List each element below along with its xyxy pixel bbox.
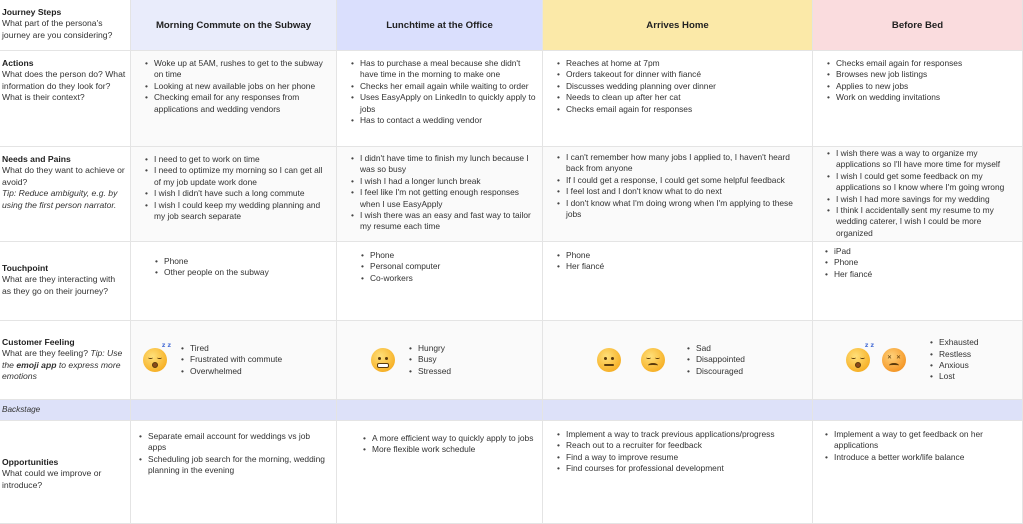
feeling-cell-3 (543, 321, 813, 400)
backstage-bar-4 (813, 400, 1023, 421)
bullet-list (351, 153, 536, 233)
list-item: • Her fiancé (557, 261, 806, 272)
label-title: Touchpoint (2, 263, 49, 273)
list-item: • Woke up at 5AM, rushes to get to the subway on time (145, 58, 330, 81)
list-item: • iPad (825, 246, 1016, 257)
bullet-list (557, 429, 806, 475)
list-item: • Checks email again for responses (827, 58, 1016, 69)
list-item: • I wish I had a longer lunch break (351, 176, 536, 187)
list-item: • I don't know what I'm doing wrong when I'm applying to these jobs (557, 198, 806, 221)
bullet-list (139, 431, 330, 477)
list-item: • I wish I didn't have such a long commute (145, 188, 330, 199)
list-item: • Needs to clean up after her cat (557, 92, 806, 103)
bullet-list (930, 337, 979, 383)
list-item: • Find courses for professional development (557, 463, 806, 474)
list-item: • Separate email account for weddings vs job apps (139, 431, 330, 454)
list-item: • Other people on the subway (155, 267, 330, 278)
bullet-list (409, 343, 451, 377)
list-item: • Exhausted (930, 337, 979, 348)
label-needs (0, 147, 131, 242)
opportunities-cell-2 (337, 421, 543, 524)
sleepy-face-icon: z z (846, 348, 870, 372)
bullet-list (557, 58, 806, 115)
feeling-cell-4 (813, 321, 1023, 400)
list-item: • I can't remember how many jobs I applied to, I haven't heard back from anyone (557, 152, 806, 175)
list-item: • Disappointed (687, 354, 745, 365)
list-item: • I think I accidentally sent my resume to my wedding caterer, I wish I could be more organized (827, 205, 1016, 239)
list-item: • Phone (557, 250, 806, 261)
list-item: • Anxious (930, 360, 979, 371)
bullet-list (557, 152, 806, 220)
label-title: Opportunities (2, 457, 59, 467)
confounded-face-icon: ✕ ✕ (882, 348, 906, 372)
list-item: • I wish I could get some feedback on my applications so I know where I'm going wrong (827, 171, 1016, 194)
list-item: • Busy (409, 354, 451, 365)
needs-cell-2 (337, 147, 543, 242)
list-item: • Looking at new available jobs on her phone (145, 81, 330, 92)
bullet-list (145, 154, 330, 222)
bullet-list (181, 343, 282, 377)
feeling-cell-1 (131, 321, 337, 400)
needs-cell-1 (131, 147, 337, 242)
label-title: Journey Steps (2, 7, 62, 17)
actions-cell-2 (337, 51, 543, 147)
list-item: • Reaches at home at 7pm (557, 58, 806, 69)
bullet-list (827, 58, 1016, 104)
bullet-list (361, 250, 536, 284)
list-item: • I need to get to work on time (145, 154, 330, 165)
list-item: • I need to optimize my morning so I can get all of my job update work done (145, 165, 330, 188)
list-item: • Implement a way to get feedback on her applications (825, 429, 1016, 452)
list-item: • Uses EasyApply on LinkedIn to quickly apply to jobs (351, 92, 536, 115)
label-desc: What are they feeling? Tip: Use the emoji app to express more emotions (2, 348, 123, 382)
touchpoint-cell-4 (813, 242, 1023, 321)
list-item: • Discouraged (687, 366, 745, 377)
list-item: • Frustrated with commute (181, 354, 282, 365)
touchpoint-cell-2 (337, 242, 543, 321)
label-touchpoint (0, 242, 131, 321)
disappointed-face-icon (641, 348, 665, 372)
needs-cell-3 (543, 147, 813, 242)
bullet-list (155, 256, 330, 279)
list-item: • Hungry (409, 343, 451, 354)
actions-cell-4 (813, 51, 1023, 147)
bullet-list (363, 433, 536, 456)
list-item: • Work on wedding invitations (827, 92, 1016, 103)
touchpoint-cell-1 (131, 242, 337, 321)
label-title: Actions (2, 58, 34, 68)
label-actions (0, 51, 131, 147)
feeling-cell-2 (337, 321, 543, 400)
list-item: • Phone (825, 257, 1016, 268)
bullet-list (825, 429, 1016, 463)
opportunities-cell-1 (131, 421, 337, 524)
label-journey-steps (0, 0, 131, 51)
list-item: • I wish there was an easy and fast way to tailor my resume each time (351, 210, 536, 233)
list-item: • Co-workers (361, 273, 536, 284)
list-item: • Discusses wedding planning over dinner (557, 81, 806, 92)
list-item: • Her fiancé (825, 269, 1016, 280)
touchpoint-cell-3 (543, 242, 813, 321)
list-item: • I feel like I'm not getting enough responses when I use EasyApply (351, 187, 536, 210)
label-opportunities (0, 421, 131, 524)
list-item: • If I could get a response, I could get some helpful feedback (557, 175, 806, 186)
list-item: • Tired (181, 343, 282, 354)
label-desc: What could we improve or introduce? (2, 468, 102, 490)
stage-header-3: Arrives Home (543, 0, 813, 51)
stage-header-1: Morning Commute on the Subway (131, 0, 337, 51)
label-desc: What do they want to achieve or avoid? (2, 165, 125, 187)
label-desc: What part of the persona's journey are you considering? (2, 18, 113, 40)
list-item: • Checking email for any responses from applications and wedding vendors (145, 92, 330, 115)
stage-header-2: Lunchtime at the Office (337, 0, 543, 51)
backstage-bar-2 (337, 400, 543, 421)
opportunities-cell-4 (813, 421, 1023, 524)
neutral-face-icon (597, 348, 621, 372)
bullet-list (557, 250, 806, 273)
list-item: • Overwhelmed (181, 366, 282, 377)
needs-cell-4 (813, 147, 1023, 242)
backstage-bar-1 (131, 400, 337, 421)
list-item: • Find a way to improve resume (557, 452, 806, 463)
list-item: • Introduce a better work/life balance (825, 452, 1016, 463)
label-tip: Tip: Reduce ambiguity, e.g. by using the first person narrator. (2, 188, 118, 210)
grimacing-face-icon (371, 348, 395, 372)
list-item: • More flexible work schedule (363, 444, 536, 455)
list-item: • Applies to new jobs (827, 81, 1016, 92)
bullet-list (687, 343, 745, 377)
list-item: • Phone (155, 256, 330, 267)
stage-header-4: Before Bed (813, 0, 1023, 51)
label-title: Needs and Pains (2, 154, 71, 164)
list-item: • Phone (361, 250, 536, 261)
backstage-bar-3 (543, 400, 813, 421)
backstage-label: Backstage (0, 400, 131, 421)
list-item: • Reach out to a recruiter for feedback (557, 440, 806, 451)
opportunities-cell-3 (543, 421, 813, 524)
list-item: • Browses new job listings (827, 69, 1016, 80)
bullet-list (827, 148, 1016, 239)
actions-cell-3 (543, 51, 813, 147)
list-item: • Restless (930, 349, 979, 360)
list-item: • Scheduling job search for the morning, wedding planning in the evening (139, 454, 330, 477)
list-item: • Checks email again for responses (557, 104, 806, 115)
list-item: • Implement a way to track previous applications/progress (557, 429, 806, 440)
list-item: • Has to contact a wedding vendor (351, 115, 536, 126)
list-item: • Lost (930, 371, 979, 382)
list-item: • Has to purchase a meal because she didn't have time in the morning to make one (351, 58, 536, 81)
sleepy-face-icon: z z (143, 348, 167, 372)
list-item: • Orders takeout for dinner with fiancé (557, 69, 806, 80)
list-item: • Stressed (409, 366, 451, 377)
label-desc: What are they interacting with as they go on their journey? (2, 274, 116, 296)
list-item: • I wish I could keep my wedding planning and my job search separate (145, 200, 330, 223)
list-item: • A more efficient way to quickly apply to jobs (363, 433, 536, 444)
actions-cell-1 (131, 51, 337, 147)
bullet-list (351, 58, 536, 126)
list-item: • Sad (687, 343, 745, 354)
list-item: • Personal computer (361, 261, 536, 272)
bullet-list (145, 58, 330, 115)
label-title: Customer Feeling (2, 337, 75, 347)
list-item: • Checks her email again while waiting to order (351, 81, 536, 92)
label-feeling (0, 321, 131, 400)
list-item: • I didn't have time to finish my lunch because I was so busy (351, 153, 536, 176)
bullet-list (825, 246, 1016, 280)
list-item: • I feel lost and I don't know what to do next (557, 186, 806, 197)
list-item: • I wish I had more savings for my wedding (827, 194, 1016, 205)
label-desc: What does the person do? What information do they look for? What is their context? (2, 69, 126, 103)
list-item: • I wish there was a way to organize my applications so I'll have more time for myself (827, 148, 1016, 171)
